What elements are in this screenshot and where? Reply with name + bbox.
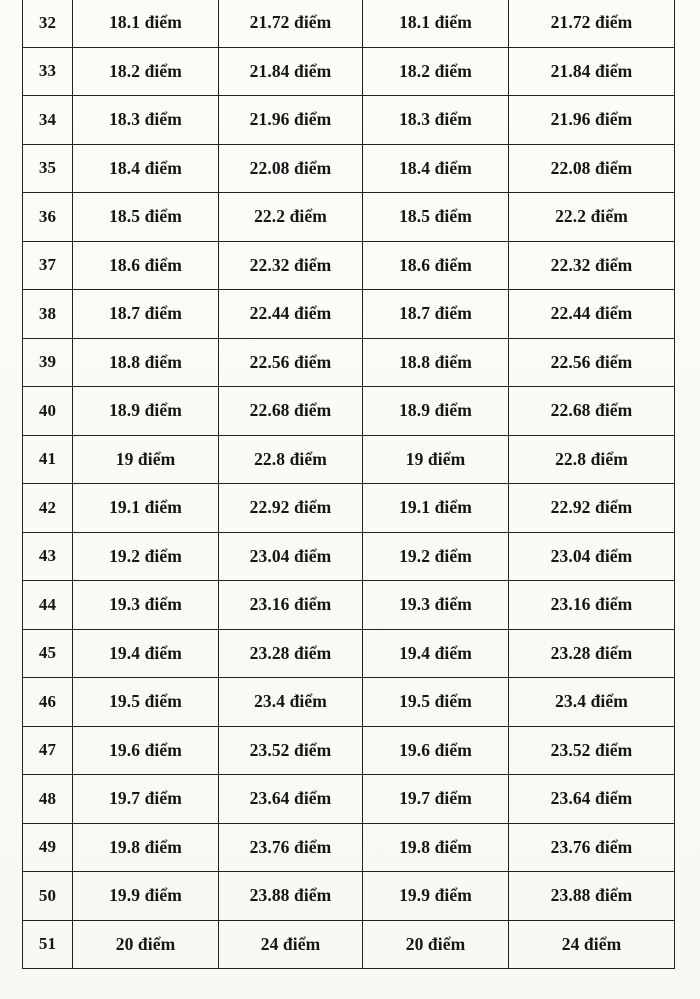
cell-text: 22.2 điểm [555,206,628,227]
score-cell-col4 [509,387,675,436]
cell-text: 19 điểm [115,448,176,469]
score-cell-col1 [73,338,219,387]
cell-text: 18.1 điểm [109,12,182,33]
cell-text: 19.9 điểm [109,885,182,906]
score-cell-col3 [363,872,509,921]
score-cell-col2 [219,532,363,581]
score-cell-col4 [509,47,675,96]
cell-text: 46 [38,691,57,711]
score-cell-col1 [73,678,219,727]
cell-text: 19.8 điểm [399,836,472,857]
table-body [23,0,675,969]
score-cell-col1 [73,775,219,824]
score-cell-col3 [363,678,509,727]
cell-text: 21.96 điểm [550,109,633,130]
cell-text: 18.9 điểm [399,400,472,421]
row-number-cell [23,532,73,581]
cell-text: 19.5 điểm [109,691,182,712]
score-cell-col4 [509,338,675,387]
cell-text: 34 [38,109,57,129]
table-row [23,484,675,533]
score-cell-col4 [509,678,675,727]
cell-text: 22.08 điểm [550,157,633,178]
score-cell-col3 [363,435,509,484]
cell-text: 18.8 điểm [399,351,472,372]
score-cell-col4 [509,290,675,339]
cell-text: 19.8 điểm [109,836,182,857]
score-cell-col4 [509,920,675,969]
score-cell-col4 [509,144,675,193]
cell-text: 48 [38,788,57,808]
table-row [23,96,675,145]
cell-text: 23.04 điểm [550,545,633,566]
cell-text: 24 điểm [561,933,622,954]
cell-text: 23.76 điểm [249,836,332,857]
score-cell-col1 [73,47,219,96]
score-cell-col3 [363,920,509,969]
score-cell-col2 [219,193,363,242]
table-row [23,435,675,484]
cell-text: 23.88 điểm [550,885,633,906]
cell-text: 19.9 điểm [399,885,472,906]
cell-text: 18.7 điểm [109,303,182,324]
cell-text: 18.6 điểm [109,254,182,275]
cell-text: 22.92 điểm [550,497,633,518]
cell-text: 18.9 điểm [109,400,182,421]
score-cell-col3 [363,581,509,630]
score-cell-col4 [509,823,675,872]
cell-text: 19.4 điểm [399,642,472,663]
cell-text: 45 [38,643,57,663]
cell-text: 23.64 điểm [550,788,633,809]
cell-text: 19.6 điểm [109,739,182,760]
cell-text: 18.2 điểm [399,60,472,81]
cell-text: 40 [38,400,57,420]
table-row [23,241,675,290]
cell-text: 35 [38,158,57,178]
table-row [23,872,675,921]
row-number-cell [23,872,73,921]
score-cell-col1 [73,193,219,242]
score-cell-col4 [509,96,675,145]
score-cell-col3 [363,775,509,824]
cell-text: 19.2 điểm [399,545,472,566]
score-cell-col4 [509,484,675,533]
cell-text: 47 [38,740,57,760]
cell-text: 19.4 điểm [109,642,182,663]
table-row [23,47,675,96]
cell-text: 49 [38,837,57,857]
cell-text: 32 [38,12,57,32]
score-cell-col3 [363,290,509,339]
score-cell-col1 [73,387,219,436]
score-cell-col2 [219,872,363,921]
cell-text: 20 điểm [115,933,176,954]
row-number-cell [23,193,73,242]
cell-text: 18.3 điểm [399,109,472,130]
score-cell-col1 [73,484,219,533]
row-number-cell [23,823,73,872]
table-row [23,629,675,678]
score-cell-col2 [219,920,363,969]
score-cell-col4 [509,775,675,824]
score-cell-col2 [219,484,363,533]
cell-text: 22.68 điểm [550,400,633,421]
cell-text: 43 [38,546,57,566]
table-row [23,532,675,581]
cell-text: 23.52 điểm [249,739,332,760]
cell-text: 18.6 điểm [399,254,472,275]
cell-text: 36 [38,206,57,226]
cell-text: 18.2 điểm [109,60,182,81]
cell-text: 21.72 điểm [249,12,332,33]
cell-text: 20 điểm [405,933,466,954]
score-cell-col2 [219,823,363,872]
score-cell-col2 [219,144,363,193]
cell-text: 19.2 điểm [109,545,182,566]
score-cell-col3 [363,338,509,387]
cell-text: 22.92 điểm [249,497,332,518]
cell-text: 22.32 điểm [550,254,633,275]
cell-text: 19.1 điểm [109,497,182,518]
score-cell-col2 [219,47,363,96]
row-number-cell [23,338,73,387]
score-cell-col4 [509,532,675,581]
score-cell-col2 [219,726,363,775]
score-cell-col2 [219,775,363,824]
score-cell-col1 [73,726,219,775]
cell-text: 22.8 điểm [254,448,327,469]
cell-text: 19.1 điểm [399,497,472,518]
score-cell-col3 [363,144,509,193]
cell-text: 33 [38,61,57,81]
cell-text: 23.16 điểm [550,594,633,615]
score-cell-col2 [219,0,363,47]
cell-text: 41 [38,449,57,469]
table-row [23,678,675,727]
score-cell-col2 [219,435,363,484]
cell-text: 18.8 điểm [109,351,182,372]
score-cell-col3 [363,532,509,581]
cell-text: 19.5 điểm [399,691,472,712]
cell-text: 23.76 điểm [550,836,633,857]
cell-text: 22.08 điểm [249,157,332,178]
cell-text: 18.1 điểm [399,12,472,33]
score-cell-col1 [73,581,219,630]
cell-text: 21.84 điểm [249,60,332,81]
score-cell-col1 [73,629,219,678]
score-cell-col3 [363,387,509,436]
score-cell-col1 [73,823,219,872]
score-cell-col1 [73,0,219,47]
cell-text: 39 [38,352,57,372]
cell-text: 22.32 điểm [249,254,332,275]
cell-text: 18.5 điểm [109,206,182,227]
cell-text: 38 [38,303,57,323]
cell-text: 19.6 điểm [399,739,472,760]
score-cell-col3 [363,823,509,872]
cell-text: 23.4 điểm [555,691,628,712]
cell-text: 21.96 điểm [249,109,332,130]
score-cell-col2 [219,338,363,387]
row-number-cell [23,144,73,193]
cell-text: 19.3 điểm [109,594,182,615]
cell-text: 22.56 điểm [249,351,332,372]
score-cell-col4 [509,193,675,242]
table-row [23,726,675,775]
score-cell-col2 [219,290,363,339]
score-cell-col1 [73,920,219,969]
cell-text: 21.84 điểm [550,60,633,81]
table-row [23,920,675,969]
row-number-cell [23,96,73,145]
score-cell-col4 [509,726,675,775]
score-cell-col1 [73,872,219,921]
score-cell-col4 [509,629,675,678]
score-cell-col3 [363,96,509,145]
score-cell-col2 [219,241,363,290]
score-cell-col4 [509,0,675,47]
row-number-cell [23,435,73,484]
row-number-cell [23,920,73,969]
score-cell-col3 [363,47,509,96]
cell-text: 23.64 điểm [249,788,332,809]
score-cell-col2 [219,581,363,630]
cell-text: 23.04 điểm [249,545,332,566]
cell-text: 51 [38,934,57,954]
score-cell-col4 [509,872,675,921]
cell-text: 23.28 điểm [249,642,332,663]
score-conversion-table [22,0,675,969]
cell-text: 22.56 điểm [550,351,633,372]
score-cell-col1 [73,96,219,145]
score-cell-col2 [219,629,363,678]
score-cell-col1 [73,144,219,193]
score-cell-col3 [363,193,509,242]
cell-text: 23.88 điểm [249,885,332,906]
row-number-cell [23,387,73,436]
cell-text: 18.5 điểm [399,206,472,227]
table-row [23,290,675,339]
row-number-cell [23,290,73,339]
score-cell-col4 [509,435,675,484]
score-cell-col4 [509,581,675,630]
table-row [23,193,675,242]
table-row [23,387,675,436]
score-cell-col2 [219,387,363,436]
cell-text: 50 [38,885,57,905]
cell-text: 22.44 điểm [249,303,332,324]
cell-text: 23.16 điểm [249,594,332,615]
score-cell-col1 [73,435,219,484]
score-cell-col1 [73,532,219,581]
score-cell-col3 [363,0,509,47]
cell-text: 23.4 điểm [254,691,327,712]
row-number-cell [23,241,73,290]
cell-text: 21.72 điểm [550,12,633,33]
cell-text: 18.4 điểm [399,157,472,178]
row-number-cell [23,581,73,630]
score-cell-col3 [363,484,509,533]
score-cell-col4 [509,241,675,290]
table-row [23,775,675,824]
score-cell-col3 [363,726,509,775]
row-number-cell [23,775,73,824]
cell-text: 19.7 điểm [109,788,182,809]
cell-text: 22.68 điểm [249,400,332,421]
cell-text: 18.7 điểm [399,303,472,324]
score-cell-col2 [219,678,363,727]
cell-text: 18.4 điểm [109,157,182,178]
table-row [23,0,675,47]
row-number-cell [23,726,73,775]
cell-text: 22.44 điểm [550,303,633,324]
cell-text: 19 điểm [405,448,466,469]
row-number-cell [23,0,73,47]
cell-text: 42 [38,497,57,517]
cell-text: 22.2 điểm [254,206,327,227]
score-cell-col2 [219,96,363,145]
cell-text: 23.52 điểm [550,739,633,760]
cell-text: 37 [38,255,57,275]
cell-text: 24 điểm [260,933,321,954]
table-row [23,823,675,872]
score-cell-col3 [363,241,509,290]
row-number-cell [23,484,73,533]
cell-text: 23.28 điểm [550,642,633,663]
row-number-cell [23,678,73,727]
score-cell-col1 [73,241,219,290]
cell-text: 44 [38,594,57,614]
row-number-cell [23,47,73,96]
cell-text: 19.3 điểm [399,594,472,615]
score-cell-col1 [73,290,219,339]
table-row [23,581,675,630]
score-cell-col3 [363,629,509,678]
table-row [23,338,675,387]
cell-text: 19.7 điểm [399,788,472,809]
table-row [23,144,675,193]
row-number-cell [23,629,73,678]
cell-text: 18.3 điểm [109,109,182,130]
cell-text: 22.8 điểm [555,448,628,469]
